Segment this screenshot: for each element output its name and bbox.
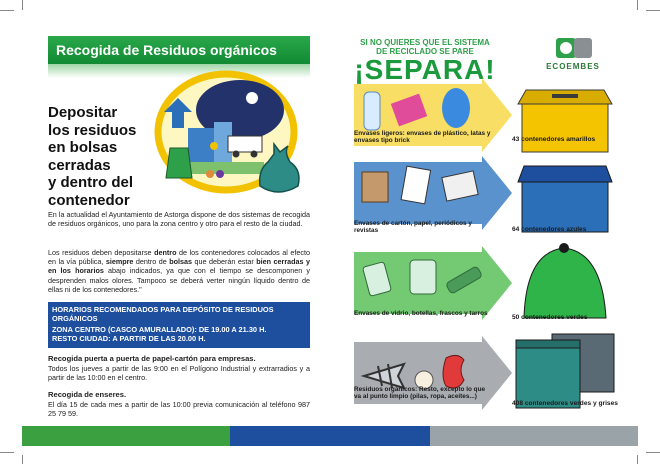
band-caption: Envases de cartón, papel, periódicos y revistas: [354, 220, 472, 235]
detergent-bottle-icon: [442, 88, 470, 128]
glass-jar-icon: [410, 260, 436, 294]
slogan-small: SI NO QUIERES QUE EL SISTEMA DE RECICLADO SE PARE: [360, 38, 490, 56]
waste-container-icon: [166, 148, 192, 178]
crop-mark: [646, 10, 660, 11]
city-waste-illustration: [148, 70, 310, 200]
strip-blue: [230, 426, 430, 446]
pin-icon: [210, 142, 218, 150]
truck: [228, 136, 262, 152]
truck-wheel: [233, 151, 240, 158]
strip-grey: [430, 426, 638, 446]
rules-emphasis: bolsas: [169, 257, 193, 267]
apple-core-icon: [443, 355, 464, 388]
schedule-rest: RESTO CIUDAD: A PARTIR DE LAS 20.00 H.: [52, 334, 206, 343]
recycling-band-blue: [354, 156, 512, 230]
people: [216, 170, 224, 178]
ground: [184, 162, 264, 174]
schedule-center: ZONA CENTRO (CASCO AMURALLADO): DE 19.00 A 21.30 H.: [52, 325, 267, 334]
headline-line: cerradas: [48, 156, 111, 174]
people: [206, 170, 214, 178]
bag-icon: [362, 172, 388, 202]
intro-paragraph: En la actualidad el Ayuntamiento de Astorga dispone de dos sistemas de recogida de residuos orgánicos, uno para la zona centro y otro para el resto de la ciudad.: [48, 210, 310, 229]
schedule-box: [48, 302, 310, 348]
building: [188, 128, 214, 162]
crop-mark: [22, 0, 23, 10]
truck-wheel: [251, 151, 258, 158]
paper-icon: [401, 166, 431, 204]
rules-text: dentro de: [133, 257, 170, 267]
headline-line: Depositar: [48, 104, 118, 121]
crop-mark: [637, 0, 638, 10]
bottle-icon: [364, 92, 380, 130]
paper-collection-text: Todos los jueves a partir de las 9:00 en el Polígono Industrial y extrarradios y a partir de las 10:00 en el centro.: [48, 364, 310, 383]
rules-text: Los residuos deben depositarse: [48, 248, 155, 257]
rules-paragraph: [48, 248, 310, 294]
bin-label: 408 contenedores verdes y grises: [512, 400, 618, 407]
bin-label: 50 contenedores verdes: [512, 314, 588, 321]
rules-text: de los contenedores colocados al efecto en la vía pública,: [48, 248, 311, 267]
moon-icon: [246, 92, 258, 104]
crop-mark: [0, 10, 14, 11]
band-caption: Residuos orgánicos: Resto, excepto lo que va al punto limpio (pilas, ropa, aceites...): [354, 386, 486, 401]
rules-text: que deberán estar: [192, 257, 257, 267]
bottom-color-strip: [22, 426, 638, 446]
crop-mark: [637, 455, 638, 464]
ecoembes-logo-text: ECOEMBES: [546, 62, 600, 71]
left-panel: [48, 36, 311, 419]
headline: [48, 104, 158, 209]
paper-collection-title: Recogida puerta a puerta de papel-cartón para empresas.: [48, 354, 256, 363]
slogan-big: ¡SEPARA!: [354, 54, 496, 85]
band-caption: Envases de vidrio, botellas, frascos y tarros: [354, 310, 488, 317]
schedule-title: HORARIOS RECOMENDADOS PARA DEPÓSITO DE RESIDUOS ORGÁNICOS: [52, 305, 274, 323]
crop-mark: [646, 452, 660, 453]
rules-text: abajo indicados, ya que con el tiempo se descomponen y desprenden malos olores. Tampoco se deberá verter ningún líquido dentro de ellas ni de los contenedores.": [48, 266, 310, 294]
crop-mark: [0, 452, 14, 453]
band-caption: Envases ligeros: envases de plástico, latas y envases tipo brick: [354, 130, 491, 145]
strip-green: [22, 426, 230, 446]
headline-line: en bolsas: [48, 139, 118, 156]
recycling-band-green: [354, 246, 512, 320]
page-title-banner: Recogida de Residuos orgánicos: [48, 36, 310, 64]
crop-mark: [22, 455, 23, 464]
enseres-text: El día 15 de cada mes a partir de las 10:00 previa comunicación al teléfono 987 25 79 59.: [48, 400, 310, 419]
yellow-bin-icon: [512, 70, 618, 158]
enseres-title: Recogida de enseres.: [48, 390, 127, 399]
headline-line: los residuos: [48, 121, 137, 139]
rules-emphasis: siempre: [105, 257, 134, 267]
green-igloo-bin-icon: [512, 238, 618, 326]
headline-line: contenedor: [48, 191, 130, 209]
blue-bin-icon: [512, 150, 618, 238]
bin-label: 43 contenedores amarillos: [512, 136, 596, 143]
bin-label: 64 contenedores azules: [512, 226, 587, 233]
headline-line: y dentro del: [48, 174, 134, 191]
rules-emphasis: bien cerradas y en los horarios: [48, 257, 310, 276]
rules-emphasis: dentro: [154, 248, 177, 257]
